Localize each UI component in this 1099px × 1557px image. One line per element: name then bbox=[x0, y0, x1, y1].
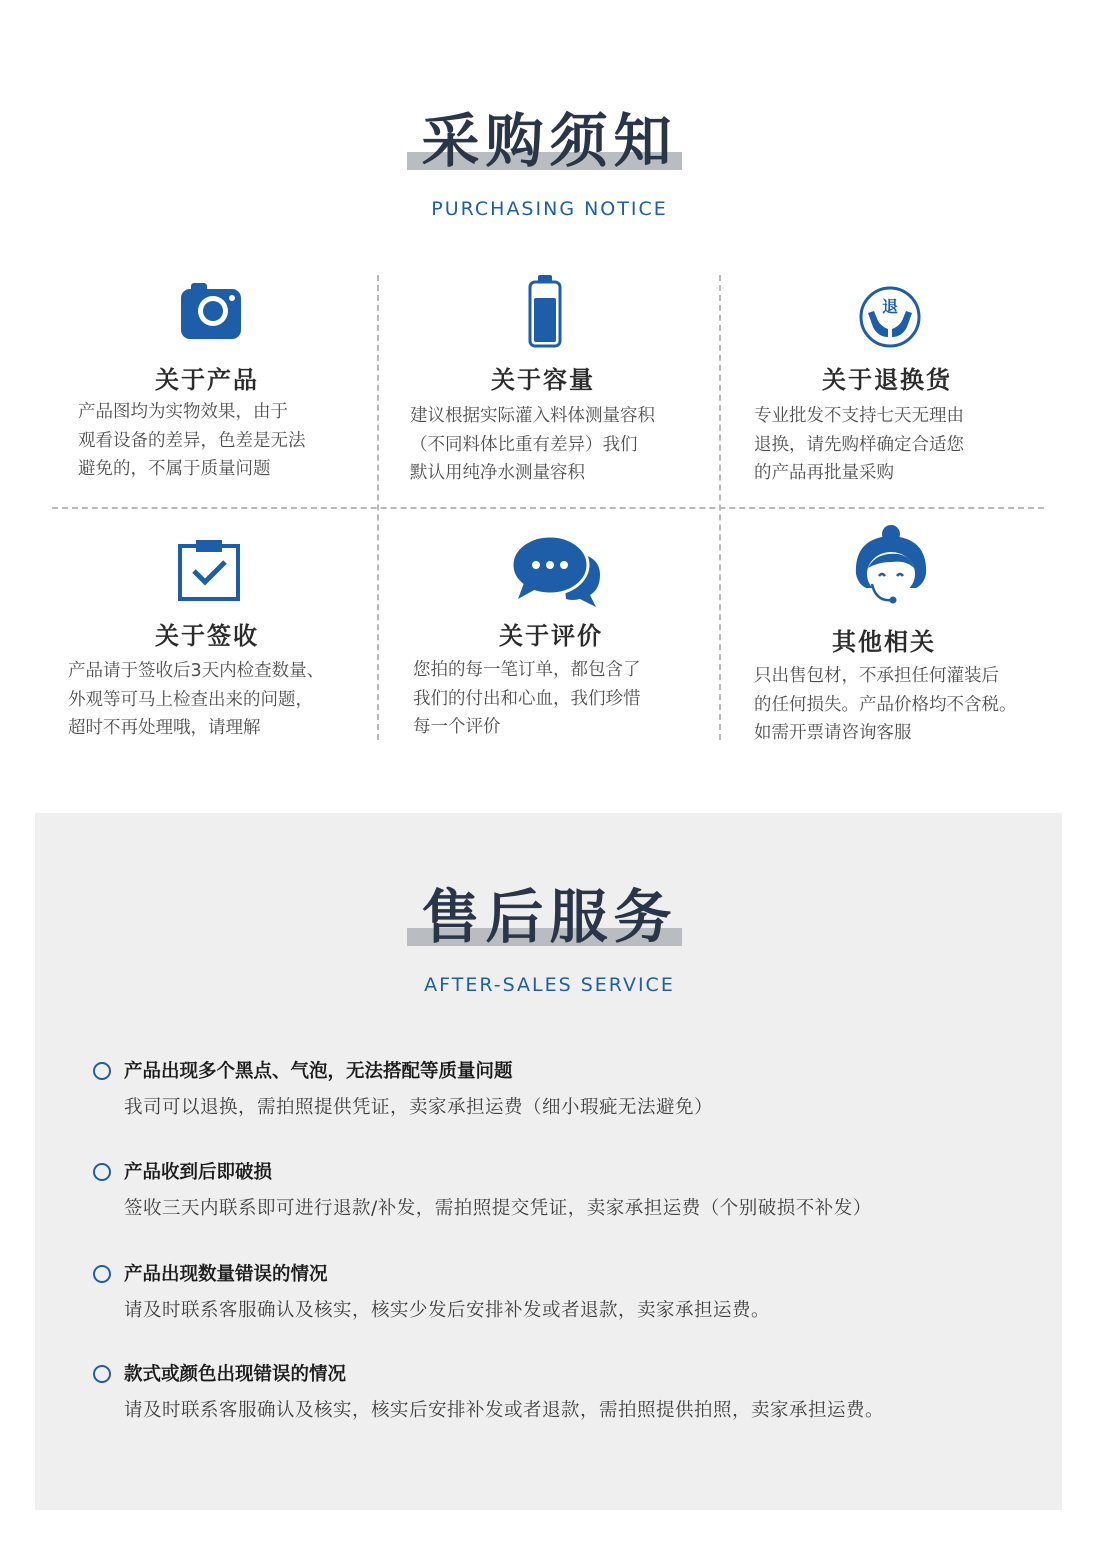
service-item-title: 产品出现数量错误的情况 bbox=[124, 1264, 328, 1285]
cell-title-review: 关于评价 bbox=[499, 622, 603, 650]
after-sales-subtitle: AFTER-SALES SERVICE bbox=[424, 974, 675, 996]
service-item-desc: 签收三天内联系即可进行退款/补发，需拍照提交凭证，卖家承担运费（个别破损不补发） bbox=[124, 1198, 872, 1219]
cell-title-others: 其他相关 bbox=[832, 628, 936, 656]
service-item-title: 产品出现多个黑点、气泡，无法搭配等质量问题 bbox=[124, 1061, 513, 1082]
customer-service-icon bbox=[852, 524, 930, 608]
purchasing-subtitle: PURCHASING NOTICE bbox=[431, 198, 668, 220]
purchasing-heading bbox=[0, 108, 1099, 174]
cell-body-review: 您拍的每一笔订单，都包含了 我们的付出和心血，我们珍惜 每一个评价 bbox=[413, 660, 641, 737]
cell-body-others: 只出售包材，不承担任何灌装后 的任何损失。产品价格均不含税。 如需开票请咨询客服 bbox=[754, 666, 1017, 743]
chat-bubbles-icon bbox=[510, 533, 604, 609]
cell-title-product: 关于产品 bbox=[155, 366, 259, 394]
service-item-title: 产品收到后即破损 bbox=[124, 1162, 273, 1183]
service-item-desc: 请及时联系客服确认及核实，核实后安排补发或者退款，需拍照提供拍照，卖家承担运费。 bbox=[124, 1400, 885, 1421]
grid-divider-h bbox=[52, 507, 1044, 509]
bullet-circle-icon bbox=[93, 1265, 111, 1283]
cell-body-product: 产品图均为实物效果，由于 观看设备的差异，色差是无法 避免的，不属于质量问题 bbox=[78, 402, 306, 479]
service-item-desc: 我司可以退换，需拍照提供凭证，卖家承担运费（细小瑕疵无法避免） bbox=[124, 1097, 714, 1118]
cell-body-returns: 专业批发不支持七天无理由 退换，请先购样确定合适您 的产品再批量采购 bbox=[754, 406, 964, 483]
cell-body-capacity: 建议根据实际灌入料体测量容积 （不同料体比重有差异）我们 默认用纯净水测量容积 bbox=[410, 406, 655, 483]
bullet-circle-icon bbox=[93, 1365, 111, 1383]
after-sales-heading bbox=[0, 884, 1099, 950]
service-item-title: 款式或颜色出现错误的情况 bbox=[124, 1364, 347, 1385]
bullet-circle-icon bbox=[93, 1163, 111, 1181]
purchasing-title: 采购须知 bbox=[421, 107, 678, 175]
cell-title-capacity: 关于容量 bbox=[491, 366, 595, 394]
cell-title-returns: 关于退换货 bbox=[822, 366, 952, 394]
battery-icon bbox=[527, 274, 563, 348]
cell-title-signing: 关于签收 bbox=[155, 622, 259, 650]
camera-icon bbox=[179, 281, 243, 341]
cell-body-signing: 产品请于签收后3天内检查数量、 外观等可马上检查出来的问题， 超时不再处理哦，请理解 bbox=[68, 661, 325, 738]
clipboard-check-icon bbox=[177, 538, 241, 602]
service-item-desc: 请及时联系客服确认及核实，核实少发后安排补发或者退款，卖家承担运费。 bbox=[124, 1300, 771, 1321]
return-glyph: 退 bbox=[881, 297, 899, 316]
return-hands-icon bbox=[858, 285, 922, 349]
bullet-circle-icon bbox=[93, 1062, 111, 1080]
after-sales-title: 售后服务 bbox=[421, 883, 678, 951]
